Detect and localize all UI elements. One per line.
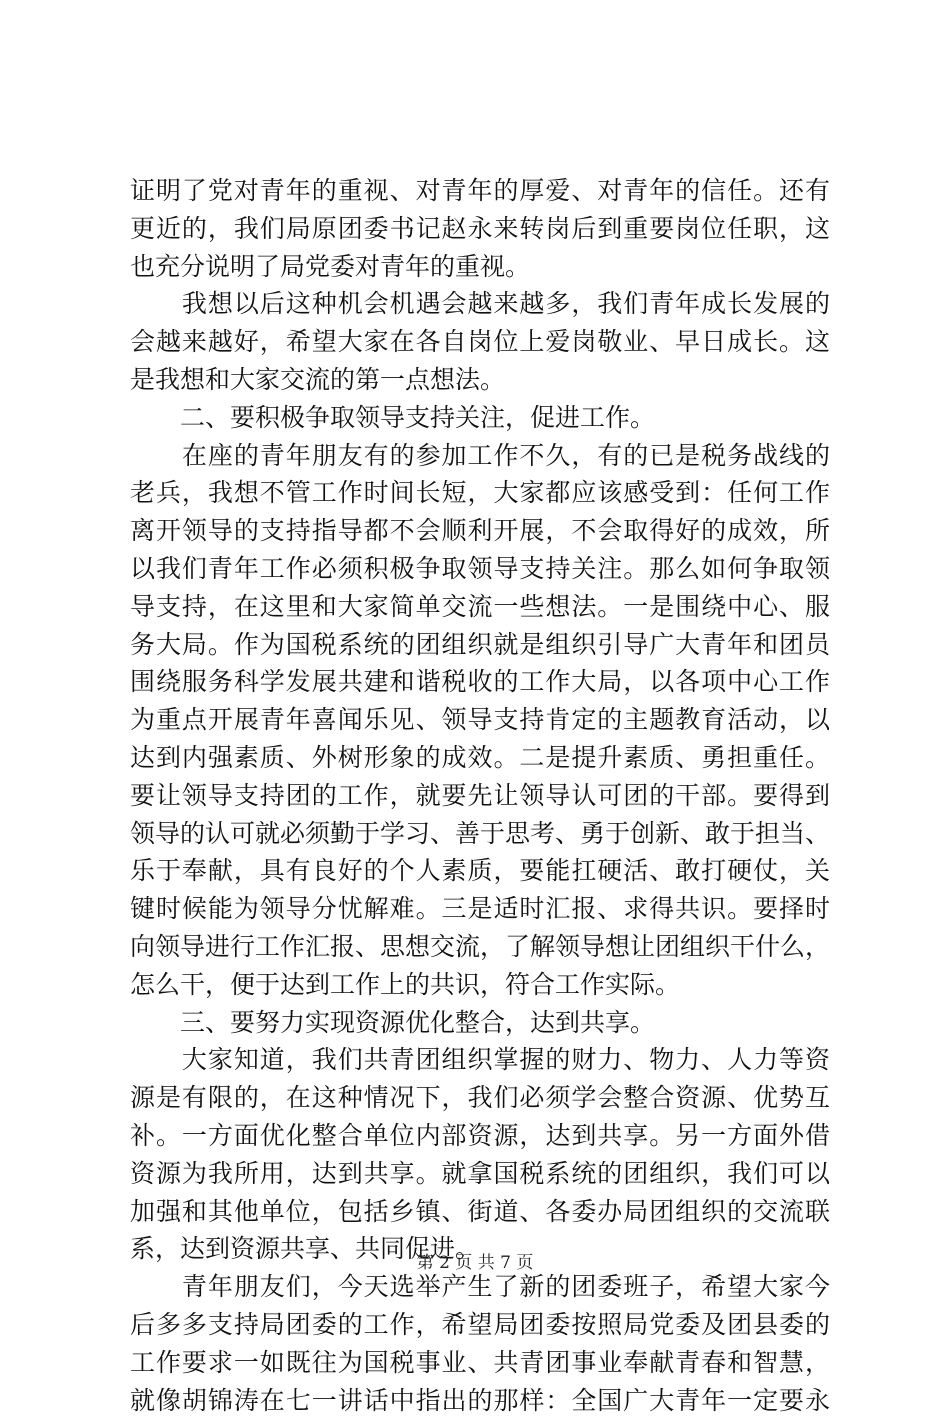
text-line: 要让领导支持团的工作，就要先让领导认可团的干部。要得到 [130, 777, 830, 815]
text-line: 会越来越好，希望大家在各自岗位上爱岗敬业、早日成长。这 [130, 323, 830, 361]
text-line: 我想以后这种机会机遇会越来越多，我们青年成长发展的 [130, 285, 830, 323]
text-line: 怎么干，便于达到工作上的共识，符合工作实际。 [130, 966, 830, 1004]
text-line: 系，达到资源共享、共同促进。 [130, 1230, 830, 1268]
text-line: 加强和其他单位，包括乡镇、街道、各委办局团组织的交流联 [130, 1193, 830, 1231]
text-line: 乐于奉献，具有良好的个人素质，要能扛硬活、敢打硬仗，关 [130, 852, 830, 890]
text-line: 青年朋友们，今天选举产生了新的团委班子，希望大家今 [130, 1268, 830, 1306]
text-line: 离开领导的支持指导都不会顺利开展，不会取得好的成效，所 [130, 512, 830, 550]
text-line: 务大局。作为国税系统的团组织就是组织引导广大青年和团员 [130, 626, 830, 664]
text-line: 源是有限的，在这种情况下，我们必须学会整合资源、优势互 [130, 1079, 830, 1117]
text-line: 为重点开展青年喜闻乐见、领导支持肯定的主题教育活动，以 [130, 701, 830, 739]
text-line: 就像胡锦涛在七一讲话中指出的那样：全国广大青年一定要永 [130, 1382, 830, 1419]
text-line: 补。一方面优化整合单位内部资源，达到共享。另一方面外借 [130, 1117, 830, 1155]
text-line: 工作要求一如既往为国税事业、共青团事业奉献青春和智慧， [130, 1344, 830, 1382]
text-line: 以我们青年工作必须积极争取领导支持关注。那么如何争取领 [130, 550, 830, 588]
text-line: 后多多支持局团委的工作，希望局团委按照局党委及团县委的 [130, 1306, 830, 1344]
page-footer: 第 2 页 共 7 页 [0, 1248, 950, 1273]
text-line: 键时候能为领导分忧解难。三是适时汇报、求得共识。要择时 [130, 890, 830, 928]
text-line: 三、要努力实现资源优化整合，达到共享。 [130, 1004, 830, 1042]
text-line: 达到内强素质、外树形象的成效。二是提升素质、勇担重任。 [130, 739, 830, 777]
text-line: 是我想和大家交流的第一点想法。 [130, 361, 830, 399]
text-line: 也充分说明了局党委对青年的重视。 [130, 248, 830, 286]
text-line: 更近的，我们局原团委书记赵永来转岗后到重要岗位任职，这 [130, 210, 830, 248]
text-line: 二、要积极争取领导支持关注，促进工作。 [130, 399, 830, 437]
document-body [130, 172, 830, 1419]
text-line: 在座的青年朋友有的参加工作不久，有的已是税务战线的 [130, 437, 830, 475]
text-line: 领导的认可就必须勤于学习、善于思考、勇于创新、敢于担当、 [130, 815, 830, 853]
text-line: 资源为我所用，达到共享。就拿国税系统的团组织，我们可以 [130, 1155, 830, 1193]
text-line: 导支持，在这里和大家简单交流一些想法。一是围绕中心、服 [130, 588, 830, 626]
text-line: 老兵，我想不管工作时间长短，大家都应该感受到：任何工作 [130, 474, 830, 512]
text-line: 向领导进行工作汇报、思想交流，了解领导想让团组织干什么， [130, 928, 830, 966]
text-line: 围绕服务科学发展共建和谐税收的工作大局，以各项中心工作 [130, 663, 830, 701]
text-line: 证明了党对青年的重视、对青年的厚爱、对青年的信任。还有 [130, 172, 830, 210]
text-line: 大家知道，我们共青团组织掌握的财力、物力、人力等资 [130, 1041, 830, 1079]
